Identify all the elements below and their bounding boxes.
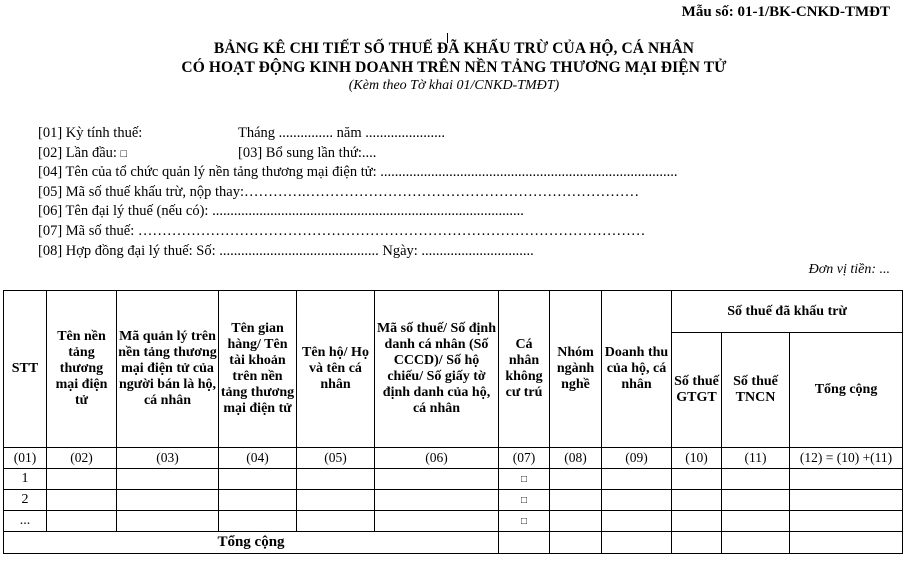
table-cell[interactable] xyxy=(790,469,903,490)
table-cell xyxy=(550,532,602,554)
header-withheld-group: Số thuế đã khấu trừ xyxy=(672,291,903,333)
period-label: [01] Kỳ tính thuế: xyxy=(38,125,143,141)
table-cell[interactable] xyxy=(375,511,499,532)
table-cell[interactable] xyxy=(722,490,790,511)
table-cell[interactable] xyxy=(790,490,903,511)
row-stt: 1 xyxy=(4,469,47,490)
table-cell[interactable] xyxy=(219,469,297,490)
total-label: Tổng cộng xyxy=(4,532,499,554)
agent-contract-field[interactable]: [08] Hợp đồng đại lý thuế: Số: ............................................ Ngày: ............................... xyxy=(38,242,534,259)
platform-org-field[interactable]: [04] Tên của tổ chức quản lý nền tảng thương mại điện tử: .................................................................................. xyxy=(38,164,678,181)
table-row xyxy=(4,490,903,511)
table-cell[interactable] xyxy=(219,511,297,532)
total-pit-cell[interactable] xyxy=(722,532,790,554)
table-cell[interactable] xyxy=(117,469,219,490)
total-revenue-cell[interactable] xyxy=(602,532,672,554)
table-cell[interactable] xyxy=(117,490,219,511)
header-pit: Số thuế TNCN xyxy=(722,333,790,448)
tax-agent-name-field[interactable]: [06] Tên đại lý thuế (nếu có): ...................................................................................... xyxy=(38,203,524,220)
table-cell[interactable] xyxy=(550,511,602,532)
table-cell[interactable] xyxy=(47,511,117,532)
row-stt: 2 xyxy=(4,490,47,511)
table-cell[interactable] xyxy=(722,469,790,490)
table-cell[interactable] xyxy=(722,511,790,532)
non-resident-checkbox[interactable]: □ xyxy=(499,490,550,511)
withholding-table xyxy=(3,290,903,554)
column-index: (03) xyxy=(117,448,219,469)
column-index: (04) xyxy=(219,448,297,469)
header-person-name: Tên hộ/ Họ và tên cá nhân xyxy=(297,291,375,448)
column-index: (09) xyxy=(602,448,672,469)
header-revenue: Doanh thu của hộ, cá nhân xyxy=(602,291,672,448)
form-code: Mẫu số: 01-1/BK-CNKD-TMĐT xyxy=(681,4,890,20)
title-line-1: BẢNG KÊ CHI TIẾT SỐ THUẾ ĐÃ KHẤU TRỪ CỦA HỘ, CÁ NHÂN xyxy=(213,40,695,57)
title-line-2: CÓ HOẠT ĐỘNG KINH DOANH TRÊN NỀN TẢNG THƯƠNG MẠI ĐIỆN TỬ xyxy=(181,59,727,76)
table-cell[interactable] xyxy=(375,490,499,511)
total-sum-cell[interactable] xyxy=(790,532,903,554)
table-cell[interactable] xyxy=(297,511,375,532)
header-vat: Số thuế GTGT xyxy=(672,333,722,448)
table-cell[interactable] xyxy=(375,469,499,490)
table-cell[interactable] xyxy=(550,469,602,490)
table-row xyxy=(4,511,903,532)
table-row xyxy=(4,469,903,490)
table-cell[interactable] xyxy=(672,511,722,532)
first-time-label: [02] Lần đầu: xyxy=(38,144,117,161)
table-cell[interactable] xyxy=(297,490,375,511)
table-cell[interactable] xyxy=(602,469,672,490)
non-resident-checkbox[interactable]: □ xyxy=(499,511,550,532)
total-row xyxy=(4,532,903,554)
column-index: (07) xyxy=(499,448,550,469)
table-cell[interactable] xyxy=(790,511,903,532)
tax-code-field[interactable]: [07] Mã số thuế: …………………………………………………………………………………………… xyxy=(38,222,646,239)
header-non-resident: Cá nhân không cư trú xyxy=(499,291,550,448)
column-index: (10) xyxy=(672,448,722,469)
table-cell[interactable] xyxy=(219,490,297,511)
period-value-field[interactable]: Tháng ............... năm ...................... xyxy=(238,125,446,141)
table-cell xyxy=(499,532,550,554)
table-cell[interactable] xyxy=(47,469,117,490)
period-row xyxy=(38,124,738,144)
row-stt: ... xyxy=(4,511,47,532)
column-index: (02) xyxy=(47,448,117,469)
table-cell[interactable] xyxy=(297,469,375,490)
table-cell[interactable] xyxy=(550,490,602,511)
info-fields xyxy=(38,124,738,261)
column-index: (05) xyxy=(297,448,375,469)
non-resident-checkbox[interactable]: □ xyxy=(499,469,550,490)
column-index: (12) = (10) +(11) xyxy=(790,448,903,469)
header-platform-name: Tên nền tảng thương mại điện tử xyxy=(47,291,117,448)
table-cell[interactable] xyxy=(117,511,219,532)
header-industry-group: Nhóm ngành nghề xyxy=(550,291,602,448)
table-cell[interactable] xyxy=(47,490,117,511)
header-total: Tổng cộng xyxy=(790,333,903,448)
title-subtitle: (Kèm theo Tờ khai 01/CNKD-TMĐT) xyxy=(348,78,560,93)
currency-unit: Đơn vị tiền: ... xyxy=(808,262,890,277)
header-row-1 xyxy=(4,291,903,333)
header-stt: STT xyxy=(4,291,47,448)
withholder-tax-code-field[interactable]: [05] Mã số thuế khấu trừ, nộp thay:………….…………………………………………………………… xyxy=(38,183,640,200)
header-store-name: Tên gian hàng/ Tên tài khoản trên nền tảng thương mại điện tử xyxy=(219,291,297,448)
header-seller-code: Mã quản lý trên nền tảng thương mại điện tử của người bán là hộ, cá nhân xyxy=(117,291,219,448)
table-cell[interactable] xyxy=(602,490,672,511)
column-index: (06) xyxy=(375,448,499,469)
table-cell[interactable] xyxy=(602,511,672,532)
title-block xyxy=(0,39,908,95)
column-index: (08) xyxy=(550,448,602,469)
first-time-row xyxy=(38,144,738,164)
table-cell[interactable] xyxy=(672,490,722,511)
supplement-field[interactable]: [03] Bổ sung lần thứ:.... xyxy=(238,144,377,161)
table-cell[interactable] xyxy=(672,469,722,490)
total-vat-cell[interactable] xyxy=(672,532,722,554)
column-index: (01) xyxy=(4,448,47,469)
header-id-number: Mã số thuế/ Số định danh cá nhân (Số CCCD)/ Số hộ chiếu/ Số giấy tờ định danh của hộ, cá nhân xyxy=(375,291,499,448)
column-index-row xyxy=(4,448,903,469)
column-index: (11) xyxy=(722,448,790,469)
first-time-checkbox[interactable]: □ xyxy=(120,147,128,160)
